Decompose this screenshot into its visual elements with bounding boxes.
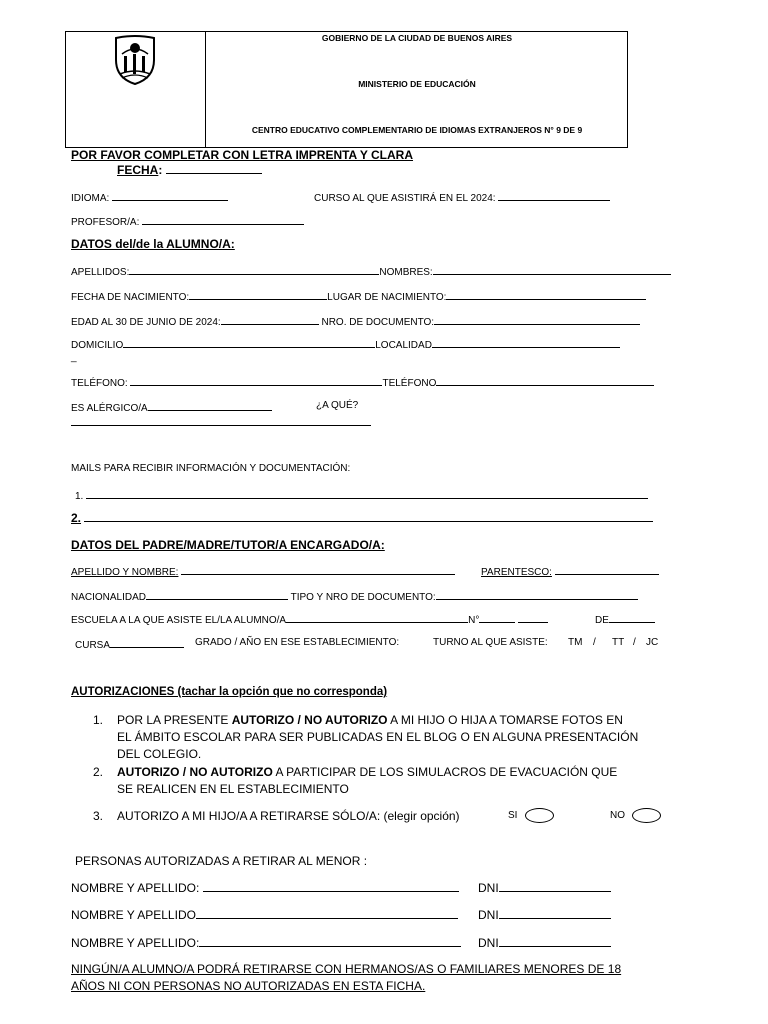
parentesco-field[interactable] bbox=[555, 564, 659, 575]
guardian-name-label: APELLIDO Y NOMBRE: bbox=[71, 567, 179, 578]
telefono-field-1[interactable] bbox=[130, 375, 382, 386]
cursa-field[interactable] bbox=[110, 637, 184, 648]
header-center: CENTRO EDUCATIVO COMPLEMENTARIO DE IDIOMAS EXTRANJEROS N° 9 DE 9 bbox=[251, 125, 583, 135]
pickup-dni-row-1 bbox=[478, 881, 611, 895]
escuela-nro-field[interactable] bbox=[479, 612, 515, 623]
item1-post: A MI HIJO O HIJA A TOMARSE FOTOS EN bbox=[390, 713, 623, 727]
item2-line2: SE REALICEN EN EL ESTABLECIMIENTO bbox=[117, 782, 349, 796]
header-box bbox=[65, 31, 628, 148]
nacionalidad-label: NACIONALIDAD bbox=[71, 592, 147, 603]
header-government: GOBIERNO DE LA CIUDAD DE BUENOS AIRES bbox=[321, 33, 513, 43]
no-label: NO bbox=[610, 810, 625, 821]
fecha-field[interactable] bbox=[166, 163, 262, 174]
turno-jc[interactable]: JC bbox=[646, 637, 659, 648]
pickup-dni-field-3[interactable] bbox=[499, 936, 611, 947]
escuela-de-row bbox=[595, 612, 655, 626]
localidad-field[interactable] bbox=[432, 337, 620, 348]
domicilio-field[interactable] bbox=[123, 337, 375, 348]
fecha-colon: : bbox=[158, 163, 163, 177]
item1-number: 1. bbox=[93, 713, 104, 727]
mail-field-1[interactable] bbox=[86, 488, 648, 499]
a-que-field[interactable] bbox=[71, 425, 371, 426]
nombres-label: NOMBRES: bbox=[379, 267, 433, 278]
lugar-nac-label: LUGAR DE NACIMIENTO: bbox=[327, 292, 447, 303]
parentesco-label: PARENTESCO: bbox=[481, 567, 552, 578]
telefono-row bbox=[71, 375, 654, 389]
nacionalidad-field[interactable] bbox=[146, 589, 288, 600]
nro-doc-label: NRO. DE DOCUMENTO: bbox=[321, 317, 435, 328]
parentesco-row bbox=[481, 564, 659, 578]
fill-instruction: POR FAVOR COMPLETAR CON LETRA IMPRENTA Y CLARA bbox=[71, 148, 414, 162]
curso-field[interactable] bbox=[498, 190, 610, 201]
a-que-label: ¿A QUÉ? bbox=[316, 400, 359, 411]
escuela-extra-field[interactable] bbox=[518, 612, 548, 623]
tipo-doc-field[interactable] bbox=[436, 589, 638, 600]
item2-options[interactable]: AUTORIZO / NO AUTORIZO bbox=[117, 765, 273, 779]
domicilio-label: DOMICILIO bbox=[71, 340, 124, 351]
item3-text: AUTORIZO A MI HIJO/A A RETIRARSE SÓLO/A: (elegir opción) bbox=[117, 809, 460, 823]
profesor-field[interactable] bbox=[142, 214, 304, 225]
mail-row-1 bbox=[75, 488, 648, 502]
item1-line2: EL ÁMBITO ESCOLAR PARA SER PUBLICADAS EN EL BLOG O EN ALGUNA PRESENTACIÓN bbox=[117, 730, 639, 744]
idioma-label: IDIOMA: bbox=[71, 193, 110, 204]
apellidos-label: APELLIDOS: bbox=[71, 267, 130, 278]
alergico-row bbox=[71, 400, 272, 414]
item1-pre: POR LA PRESENTE bbox=[117, 713, 229, 727]
escuela-de-label: DE bbox=[595, 615, 609, 626]
turno-tt[interactable]: TT bbox=[612, 637, 625, 648]
fecha-label: FECHA bbox=[117, 163, 159, 177]
nacimiento-row bbox=[71, 289, 646, 303]
city-shield-logo-icon bbox=[110, 34, 160, 86]
telefono-label-2: TELÉFONO bbox=[382, 378, 437, 389]
nombres-field[interactable] bbox=[433, 264, 671, 275]
pickup-name-field-3[interactable] bbox=[199, 936, 461, 947]
fecha-nac-field[interactable] bbox=[189, 289, 327, 300]
item2-line1 bbox=[117, 765, 617, 779]
turno-slash-2: / bbox=[633, 637, 636, 648]
apellidos-field[interactable] bbox=[129, 264, 379, 275]
item3-number: 3. bbox=[93, 809, 104, 823]
nro-doc-field[interactable] bbox=[434, 314, 640, 325]
lugar-nac-field[interactable] bbox=[446, 289, 646, 300]
cursa-label: CURSA bbox=[75, 640, 111, 651]
no-option-circle[interactable] bbox=[632, 808, 661, 823]
localidad-label: LOCALIDAD bbox=[375, 340, 432, 351]
si-option-circle[interactable] bbox=[525, 808, 554, 823]
guardian-name-field[interactable] bbox=[181, 564, 455, 575]
apellidos-row bbox=[71, 264, 671, 278]
si-label: SI bbox=[508, 810, 518, 821]
escuela-row bbox=[71, 612, 548, 626]
mail-number-2: 2. bbox=[71, 511, 82, 525]
tipo-doc-label: TIPO Y NRO DE DOCUMENTO: bbox=[290, 592, 436, 603]
mail-number-1: 1. bbox=[75, 491, 84, 502]
curso-row bbox=[314, 190, 610, 204]
student-heading: DATOS del/de la ALUMNO/A: bbox=[71, 237, 235, 251]
escuela-de-field[interactable] bbox=[609, 612, 655, 623]
pickup-name-label-2: NOMBRE Y APELLIDO bbox=[71, 908, 196, 922]
idioma-field[interactable] bbox=[112, 190, 228, 201]
pickup-dni-label-3: DNI bbox=[478, 936, 499, 950]
telefono-field-2[interactable] bbox=[436, 375, 654, 386]
grado-label: GRADO / AÑO EN ESE ESTABLECIMIENTO: bbox=[195, 637, 400, 648]
idioma-row bbox=[71, 190, 228, 204]
escuela-nro-label: N° bbox=[468, 615, 480, 626]
cursa-row bbox=[75, 637, 184, 651]
item2-number: 2. bbox=[93, 765, 104, 779]
stray-dash: _ bbox=[71, 352, 77, 363]
profesor-row bbox=[71, 214, 304, 228]
pickup-dni-field-2[interactable] bbox=[499, 908, 611, 919]
pickup-row-3 bbox=[71, 936, 461, 950]
pickup-dni-label-2: DNI bbox=[478, 908, 499, 922]
profesor-label: PROFESOR/A: bbox=[71, 217, 140, 228]
pickup-dni-row-2 bbox=[478, 908, 611, 922]
pickup-name-label-1: NOMBRE Y APELLIDO: bbox=[71, 881, 200, 895]
item1-options[interactable]: AUTORIZO / NO AUTORIZO bbox=[231, 713, 388, 727]
pickup-name-label-3: NOMBRE Y APELLIDO: bbox=[71, 936, 200, 950]
pickup-heading: PERSONAS AUTORIZADAS A RETIRAR AL MENOR : bbox=[75, 854, 368, 868]
item1-line3: DEL COLEGIO. bbox=[117, 747, 202, 761]
domicilio-row bbox=[71, 337, 620, 351]
pickup-row-2 bbox=[71, 908, 458, 922]
pickup-dni-field-1[interactable] bbox=[499, 881, 611, 892]
nacionalidad-row bbox=[71, 589, 638, 603]
escuela-label: ESCUELA A LA QUE ASISTE EL/LA ALUMNO/A bbox=[71, 615, 287, 626]
edad-row bbox=[71, 314, 640, 328]
guardian-name-row bbox=[71, 564, 455, 578]
mail-field-2[interactable] bbox=[84, 511, 653, 522]
authorizations-heading: AUTORIZACIONES (tachar la opción que no corresponda) bbox=[71, 686, 388, 698]
alergico-label: ES ALÉRGICO/A bbox=[71, 403, 148, 414]
turno-tm[interactable]: TM bbox=[568, 637, 583, 648]
fecha-nac-label: FECHA DE NACIMIENTO: bbox=[71, 292, 190, 303]
edad-label: EDAD AL 30 DE JUNIO DE 2024: bbox=[71, 317, 221, 328]
pickup-dni-row-3 bbox=[478, 936, 611, 950]
item1-line1 bbox=[117, 713, 623, 727]
turno-slash-1: / bbox=[593, 637, 596, 648]
pickup-name-field-2[interactable] bbox=[196, 908, 458, 919]
guardian-heading: DATOS DEL PADRE/MADRE/TUTOR/A ENCARGADO/A: bbox=[71, 538, 385, 552]
telefono-label-1: TELÉFONO: bbox=[71, 378, 128, 389]
alergico-field[interactable] bbox=[148, 400, 272, 411]
header-ministry: MINISTERIO DE EDUCACIÓN bbox=[358, 79, 476, 89]
fecha-row bbox=[117, 163, 262, 177]
mails-label: MAILS PARA RECIBIR INFORMACIÓN Y DOCUMENTACIÓN: bbox=[71, 463, 351, 474]
warning-line-1: NINGÚN/A ALUMNO/A PODRÁ RETIRARSE CON HERMANOS/AS O FAMILIARES MENORES DE 18 bbox=[71, 962, 622, 976]
turno-label: TURNO AL QUE ASISTE: bbox=[433, 637, 548, 648]
pickup-dni-label-1: DNI bbox=[478, 881, 499, 895]
edad-field[interactable] bbox=[221, 314, 319, 325]
item2-post: A PARTICIPAR DE LOS SIMULACROS DE EVACUACIÓN QUE bbox=[275, 765, 618, 779]
curso-label: CURSO AL QUE ASISTIRÁ EN EL 2024: bbox=[314, 193, 496, 204]
mail-row-2 bbox=[71, 511, 653, 525]
pickup-name-field-1[interactable] bbox=[203, 881, 459, 892]
pickup-row-1 bbox=[71, 881, 459, 895]
warning-line-2: AÑOS NI CON PERSONAS NO AUTORIZADAS EN ESTA FICHA. bbox=[71, 979, 426, 993]
escuela-field[interactable] bbox=[286, 612, 468, 623]
